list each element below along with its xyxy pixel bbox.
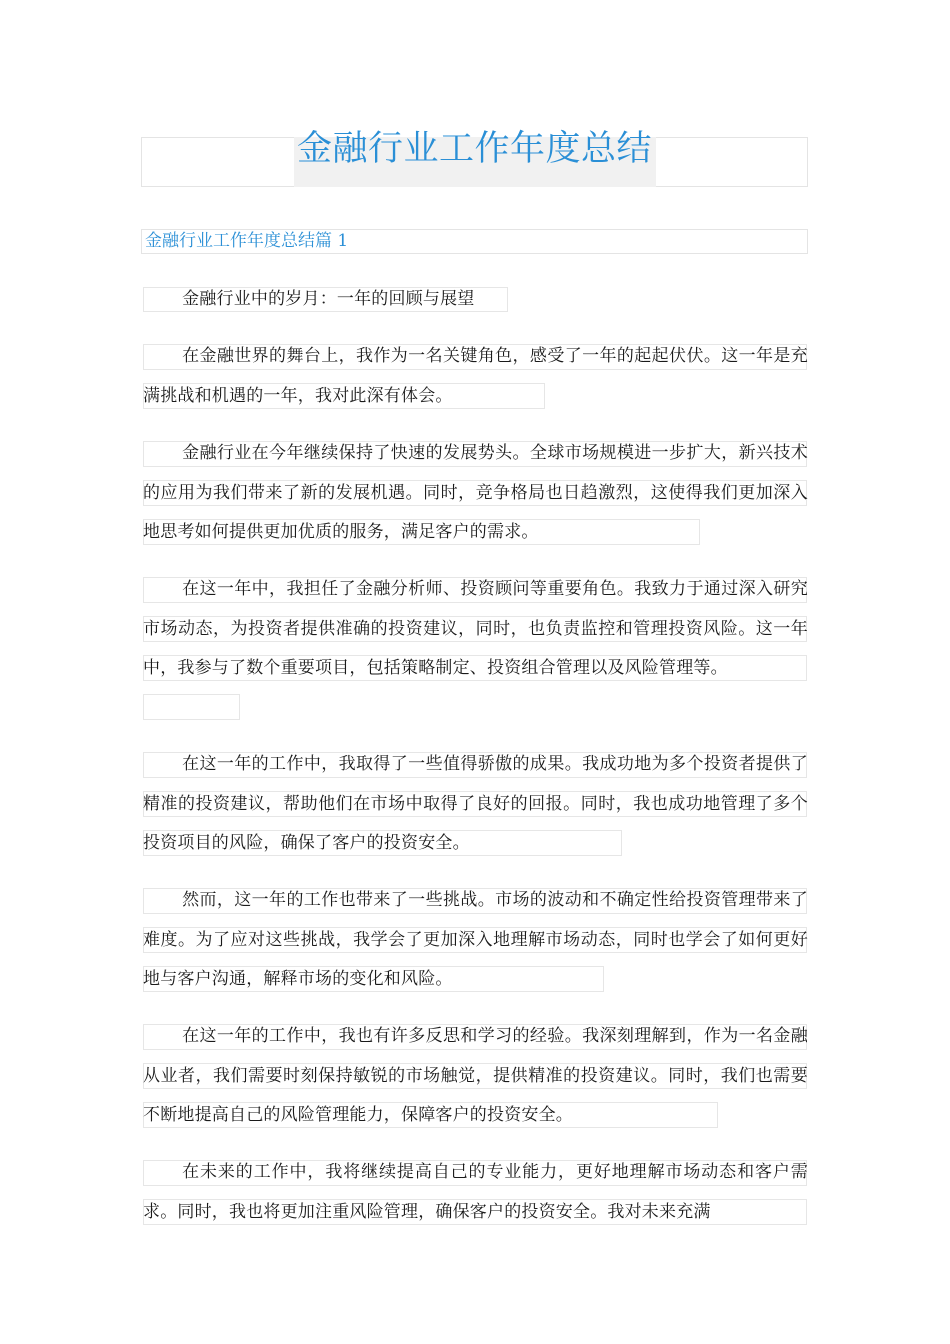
paragraph-heading: 金融行业中的岁月：一年的回顾与展望 xyxy=(182,289,475,309)
paragraph: 在这一年中，我担任了金融分析师、投资顾问等重要角色。我致力于通过深入研究市场动态，为投资者提供准确的投资建议，同时，也负责监控和管理投资风险。这一年中，我参与了数个重要项目，包括策略制定、投资组合管理以及风险管理等。 xyxy=(143,579,808,678)
paragraph: 在这一年的工作中，我取得了一些值得骄傲的成果。我成功地为多个投资者提供了精准的投资建议，帮助他们在市场中取得了良好的回报。同时，我也成功地管理了多个投资项目的风险，确保了客户的投资安全。 xyxy=(143,754,808,853)
section-title: 金融行业工作年度总结篇 1 xyxy=(145,231,349,251)
line-outline xyxy=(143,694,240,720)
paragraph: 金融行业在今年继续保持了快速的发展势头。全球市场规模进一步扩大，新兴技术的应用为我们带来了新的发展机遇。同时，竞争格局也日趋激烈，这使得我们更加深入地思考如何提供更加优质的服务，满足客户的需求。 xyxy=(143,443,808,542)
paragraph: 在未来的工作中，我将继续提高自己的专业能力，更好地理解市场动态和客户需求。同时，我也将更加注重风险管理，确保客户的投资安全。我对未来充满 xyxy=(143,1162,808,1222)
paragraph: 在金融世界的舞台上，我作为一名关键角色，感受了一年的起起伏伏。这一年是充满挑战和机遇的一年，我对此深有体会。 xyxy=(143,346,808,406)
paragraph: 然而，这一年的工作也带来了一些挑战。市场的波动和不确定性给投资管理带来了难度。为了应对这些挑战，我学会了更加深入地理解市场动态，同时也学会了如何更好地与客户沟通，解释市场的变化和风险。 xyxy=(143,890,808,989)
paragraph: 在这一年的工作中，我也有许多反思和学习的经验。我深刻理解到，作为一名金融从业者，我们需要时刻保持敏锐的市场触觉，提供精准的投资建议。同时，我们也需要不断地提高自己的风险管理能力，保障客户的投资安全。 xyxy=(143,1026,808,1125)
page-title: 金融行业工作年度总结 xyxy=(296,129,652,169)
